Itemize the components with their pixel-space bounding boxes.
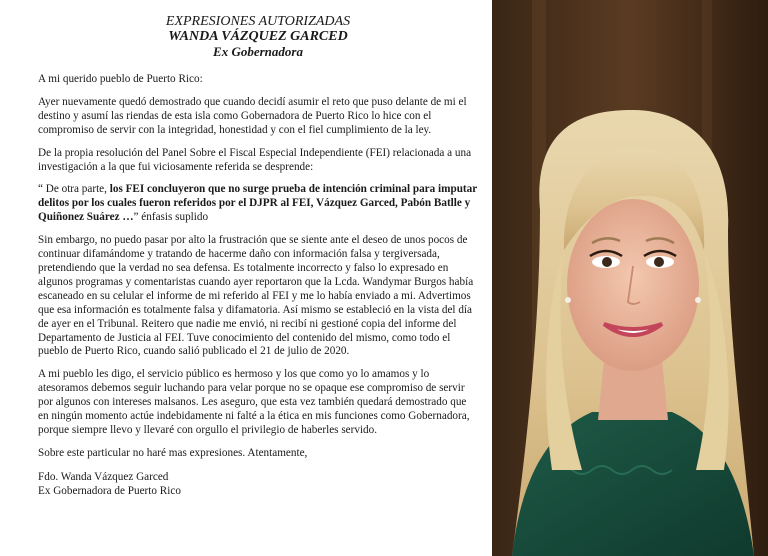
paragraph-5: Sobre este particular no haré mas expresiones. Atentamente, [38, 446, 308, 459]
signature-title: Ex Gobernadora de Puerto Rico [38, 484, 181, 497]
paragraph-3: Sin embargo, no puedo pasar por alto la frustración que se siente ante el deseo de unos pocos de continuar difamándome y tratando de hacerme daño con información falsa y tergiversada, pretendiendo que la verdad no sea defensa. Es totalmente incorrecto y falso lo expresado en algunos programas y comentaristas cuando ayer reportaron que la Lcda. Wandymar Burgos había escaneado en su celular el informe de mi referido al FEI y me lo había enviado a mi. Advertimos que esa información es totalmente falsa y difamatoria. Así mismo se estableció en la vista del día de ayer en el Tribunal. Reitero que nadie me envió, ni recibí ni gestioné copia del informe del Departamento de Justicia al FEI. Tuve conocimiento del contenido del mismo, como todo el pueblo de Puerto Rico, cuando salió publicado el 21 de julio de 2020. [38, 234, 474, 358]
portrait-photo [492, 0, 768, 556]
quote-bold-text: los FEI concluyeron que no surge prueba de intención criminal para imputar delitos por los cuales fueron referidos por el DJPR al FEI, Vázquez Garced, Pabón Batlle y Quiñonez Suárez … [38, 183, 477, 224]
heading-line-1: EXPRESIONES AUTORIZADAS [165, 14, 351, 29]
heading-line-3: Ex Gobernadora [213, 44, 303, 59]
paragraph-4: A mi pueblo les digo, el servicio público es hermoso y los que como yo lo amamos y lo atesoramos debemos seguir luchando para velar porque no se opaque ese compromiso de servir por algunos con intereses malsanos. Les aseguro, que esta vez también quedará demostrado que en ningún momento actúe indebidamente ni falté a la ética en mis funciones como Gobernadora, porque siempre llevo y llevaré con orgullo el privilegio de haberles servido. [38, 368, 470, 436]
heading-line-2: WANDA VÁZQUEZ GARCED [168, 29, 348, 44]
letter-heading [38, 14, 478, 59]
quote-open: “ De otra parte, [38, 183, 110, 196]
signature-name: Fdo. Wanda Vázquez Garced [38, 470, 169, 483]
signature-block [38, 471, 478, 499]
quoted-resolution [38, 183, 478, 225]
paragraph-2: De la propia resolución del Panel Sobre el Fiscal Especial Independiente (FEI) relacionada a una investigación a la que fui viciosamente referida se desprende: [38, 146, 472, 173]
paragraph-1: Ayer nuevamente quedó demostrado que cuando decidí asumir el reto que puso delante de mi el destino y asumí las riendas de esta isla como Gobernadora de Puerto Rico lo hice con el compromiso de servir con la integridad, honestidad y con el fiel cumplimiento de la ley. [38, 95, 467, 136]
portrait-illustration [492, 0, 768, 556]
quote-close: ” énfasis suplido [133, 211, 209, 224]
greeting: A mi querido pueblo de Puerto Rico: [38, 73, 203, 85]
